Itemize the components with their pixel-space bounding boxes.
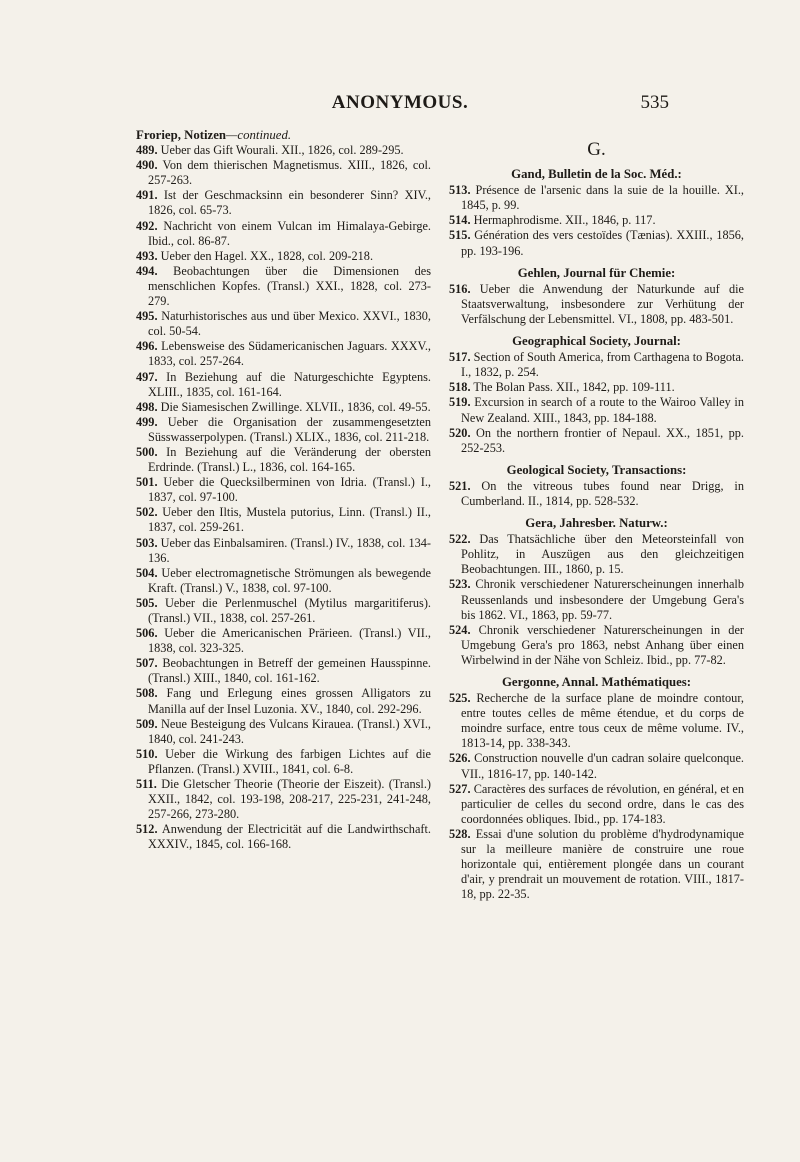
entry bbox=[136, 777, 431, 822]
entry-number: 496. bbox=[136, 339, 158, 354]
entry-number: 507. bbox=[136, 656, 158, 671]
entry bbox=[136, 536, 431, 566]
entry-text: Génération des vers cestoïdes (Tænias). XXIII., 1856, pp. 193-196. bbox=[461, 228, 744, 258]
entry-number: 502. bbox=[136, 505, 158, 520]
entry bbox=[449, 426, 744, 456]
entry bbox=[449, 827, 744, 902]
journal-heading: Gehlen, Journal für Chemie: bbox=[517, 265, 676, 280]
section-continued: —continued. bbox=[226, 128, 292, 142]
entry-number: 505. bbox=[136, 595, 158, 610]
entry-number: 506. bbox=[136, 626, 158, 641]
entry-number: 499. bbox=[136, 414, 158, 429]
entry-text: Construction nouvelle d'un cadran solaire quelconque. VII., 1816-17, pp. 140-142. bbox=[461, 751, 744, 781]
entry-number: 521. bbox=[449, 478, 471, 493]
entry-text: Caractères des surfaces de révolution, en général, et en particulier de celles du second ordre, dans le cas des coordonnées obliques. Ibid., pp. 174-183. bbox=[461, 781, 744, 826]
entry-text: Naturhistorisches aus und über Mexico. XXVI., 1830, col. 50-54. bbox=[148, 309, 431, 339]
entry-number: 489. bbox=[136, 143, 158, 158]
entry-text: Beobachtungen über die Dimensionen des menschlichen Kopfes. (Transl.) XXI., 1828, col. 273-279. bbox=[148, 263, 432, 309]
entry bbox=[136, 475, 431, 505]
entry bbox=[449, 228, 744, 258]
entry-number: 493. bbox=[136, 248, 158, 263]
entry-text: Neue Besteigung des Vulcans Kirauea. (Transl.) XVI., 1840, col. 241-243. bbox=[148, 716, 432, 746]
entry bbox=[136, 188, 431, 218]
left-column bbox=[136, 128, 431, 853]
entry-number: 524. bbox=[449, 622, 471, 637]
right-column bbox=[449, 128, 744, 902]
journal-heading: Gergonne, Annal. Mathématiques: bbox=[501, 675, 692, 689]
entry-number: 492. bbox=[136, 218, 158, 233]
entry-number: 498. bbox=[136, 399, 158, 414]
entry-number: 519. bbox=[449, 395, 471, 410]
entry-text: On the northern frontier of Nepaul. XX., 1851, pp. 252-253. bbox=[461, 425, 745, 455]
entry-text: Présence de l'arsenic dans la suie de la houille. XI., 1845, p. 99. bbox=[461, 183, 744, 213]
entry-number: 511. bbox=[136, 777, 157, 792]
entry bbox=[136, 249, 431, 264]
entry-text: Ueber die Quecksilberminen von Idria. (Transl.) I., 1837, col. 97-100. bbox=[148, 475, 431, 505]
entry bbox=[136, 505, 431, 535]
entry-text: Ueber die Perlenmuschel (Mytilus margaritiferus). (Transl.) VII., 1838, col. 257-261. bbox=[148, 595, 432, 625]
entry bbox=[136, 143, 431, 158]
entry-text: Fang und Erlegung eines grossen Alligators zu Manilla auf der Insel Luzonia. XV., 1840, col. 292-296. bbox=[148, 686, 431, 716]
entry-text: Hermaphrodisme. XII., 1846, p. 117. bbox=[473, 213, 656, 228]
entry-number: 523. bbox=[449, 577, 471, 592]
entry-number: 509. bbox=[136, 716, 158, 731]
entry bbox=[449, 183, 744, 213]
entry-text: Ueber das Gift Wourali. XII., 1826, col. 289-295. bbox=[160, 143, 404, 158]
entry bbox=[449, 751, 744, 781]
entry-text: Die Siamesischen Zwillinge. XLVII., 1836, col. 49-55. bbox=[160, 399, 431, 414]
entry bbox=[136, 822, 431, 852]
entry bbox=[136, 400, 431, 415]
entry bbox=[136, 686, 431, 716]
entry-text: Lebensweise des Südamericanischen Jaguars. XXXV., 1833, col. 257-264. bbox=[148, 339, 432, 369]
entry bbox=[449, 623, 744, 668]
entry-number: 516. bbox=[449, 281, 471, 296]
entry-text: Ueber die Anwendung der Naturkunde auf die Staatsverwaltung, insbesondere zur Verhütung der Verfälschung der Lebensmittel. VI., 1808, pp. 483-501. bbox=[461, 281, 744, 326]
entry-number: 494. bbox=[136, 263, 158, 278]
entry bbox=[449, 350, 744, 380]
entry-text: Ueber das Einbalsamiren. (Transl.) IV., 1838, col. 134-136. bbox=[148, 535, 431, 565]
entry bbox=[449, 577, 744, 622]
section-title: Froriep, Notizen bbox=[136, 128, 227, 142]
journal-groups bbox=[449, 167, 744, 902]
entry-text: The Bolan Pass. XII., 1842, pp. 109-111. bbox=[473, 380, 675, 395]
entry-number: 525. bbox=[449, 691, 471, 706]
entry bbox=[136, 158, 431, 188]
journal-heading: Gand, Bulletin de la Soc. Méd.: bbox=[511, 167, 682, 182]
entry-text: Von dem thierischen Magnetismus. XIII., 1826, col. 257-263. bbox=[148, 158, 431, 188]
section-heading bbox=[136, 128, 431, 143]
entry bbox=[449, 691, 744, 751]
entry-text: Anwendung der Electricität auf die Landwirthschaft. XXXIV., 1845, col. 166-168. bbox=[148, 822, 431, 852]
entry-text: Ueber die Organisation der zusammengesetzten Süsswasserpolypen. (Transl.) XLIX., 1836, col. 211-218. bbox=[148, 414, 431, 444]
entry-list bbox=[136, 143, 431, 852]
entry-number: 503. bbox=[136, 535, 158, 550]
entry-text: Ueber die Wirkung des farbigen Lichtes auf die Pflanzen. (Transl.) XVIII., 1841, col. 6-8. bbox=[148, 746, 431, 776]
entry bbox=[136, 264, 431, 309]
entry bbox=[449, 782, 744, 827]
entry-number: 527. bbox=[449, 781, 471, 796]
entry-text: Ist der Geschmacksinn ein besonderer Sinn? XIV., 1826, col. 65-73. bbox=[148, 188, 432, 218]
entry-number: 528. bbox=[449, 826, 471, 841]
entry-number: 497. bbox=[136, 369, 158, 384]
entry-number: 513. bbox=[449, 183, 471, 198]
entry-text: Section of South America, from Carthagena to Bogota. I., 1832, p. 254. bbox=[461, 350, 744, 380]
letter-heading: G. bbox=[587, 139, 606, 160]
entry-text: Ueber den Iltis, Mustela putorius, Linn. (Transl.) II., 1837, col. 259-261. bbox=[148, 505, 431, 535]
entry bbox=[136, 370, 431, 400]
entry-text: Die Gletscher Theorie (Theorie der Eiszeit). (Transl.) XXII., 1842, col. 193-198, 208-217, 225-231, 241-248, 257-266, 273-280. bbox=[148, 777, 431, 822]
entry bbox=[136, 309, 431, 339]
entry-text: Recherche de la surface plane de moindre contour, entre toutes celles de même étendue, et du corps de moindre surface, entre tous ceux de même volume. IV., 1813-14, pp. 338-343. bbox=[461, 691, 744, 751]
entry-number: 515. bbox=[449, 228, 471, 243]
entry bbox=[449, 213, 744, 228]
entry-text: Ueber den Hagel. XX., 1828, col. 209-218. bbox=[160, 248, 374, 263]
entry bbox=[136, 747, 431, 777]
entry-number: 501. bbox=[136, 475, 158, 490]
page-number: 535 bbox=[640, 92, 669, 113]
entry bbox=[136, 566, 431, 596]
entry-number: 491. bbox=[136, 188, 158, 203]
entry bbox=[449, 282, 744, 327]
entry-number: 510. bbox=[136, 746, 158, 761]
entry-number: 520. bbox=[449, 425, 471, 440]
entry-number: 504. bbox=[136, 565, 158, 580]
entry-text: Essai d'une solution du problème d'hydrodynamique sur la meilleure manière de construire une roue horizontale qui, entièrement plongée dans un courant d'air, y prendrait un mouvement de rotation. VIII., 1817-18, pp. 22-35. bbox=[461, 826, 744, 902]
entry bbox=[136, 596, 431, 626]
entry-number: 518. bbox=[449, 380, 471, 395]
entry bbox=[136, 339, 431, 369]
journal-heading: Geological Society, Transactions: bbox=[506, 462, 687, 477]
journal-heading: Gera, Jahresber. Naturw.: bbox=[525, 516, 668, 531]
entry-text: In Beziehung auf die Veränderung der obersten Erdrinde. (Transl.) L., 1836, col. 164-165. bbox=[148, 444, 432, 475]
entry-text: On the vitreous tubes found near Drigg, in Cumberland. II., 1814, pp. 528-532. bbox=[461, 478, 745, 508]
journal-heading: Geographical Society, Journal: bbox=[512, 334, 681, 349]
entry bbox=[136, 626, 431, 656]
page-title: ANONYMOUS. bbox=[331, 92, 469, 113]
page-header bbox=[0, 92, 800, 116]
entry-text: In Beziehung auf die Naturgeschichte Egyptens. XLIII., 1835, col. 161-164. bbox=[148, 369, 432, 399]
entry-text: Nachricht von einem Vulcan im Himalaya-Gebirge. Ibid., col. 86-87. bbox=[148, 218, 431, 248]
entry-number: 490. bbox=[136, 158, 158, 173]
entry-number: 522. bbox=[449, 532, 471, 547]
entry-text: Das Thatsächliche über den Meteorsteinfall von Pohlitz, in Auszügen aus den gleichzeitigen Beobachtungen. III., 1860, p. 15. bbox=[461, 532, 744, 577]
entry-text: Chronik verschiedener Naturerscheinungen innerhalb Reussenlands und insbesondere der Umgebung Gera's bis 1862. VI., 1863, pp. 59-77. bbox=[461, 577, 744, 622]
entry-number: 514. bbox=[449, 213, 471, 228]
entry-text: Ueber electromagnetische Strömungen als bewegende Kraft. (Transl.) V., 1838, col. 97-100. bbox=[148, 565, 431, 595]
entry bbox=[136, 415, 431, 445]
entry bbox=[449, 395, 744, 425]
entry bbox=[449, 380, 744, 395]
entry-number: 495. bbox=[136, 309, 158, 324]
entry-text: Chronik verschiedener Naturerscheinungen in der Umgebung Gera's pro 1863, nebst Anhang über einen Wirbelwind in der Nähe von Schleiz. Ibid., pp. 77-82. bbox=[461, 622, 744, 667]
entry bbox=[136, 445, 431, 475]
entry-text: Excursion in search of a route to the Wairoo Valley in New Zealand. XIII., 1843, pp. 184-188. bbox=[461, 395, 744, 425]
entry-text: Ueber die Americanischen Prärieen. (Transl.) VII., 1838, col. 323-325. bbox=[148, 626, 431, 656]
entry bbox=[136, 717, 431, 747]
entry-text: Beobachtungen in Betreff der gemeinen Hausspinne. (Transl.) XIII., 1840, col. 161-162. bbox=[148, 656, 431, 686]
entry-number: 517. bbox=[449, 350, 471, 365]
entry bbox=[136, 219, 431, 249]
entry-number: 512. bbox=[136, 822, 158, 837]
entry bbox=[136, 656, 431, 686]
entry bbox=[449, 479, 744, 509]
entry-number: 500. bbox=[136, 444, 158, 459]
entry bbox=[449, 532, 744, 577]
entry-number: 508. bbox=[136, 686, 158, 701]
entry-number: 526. bbox=[449, 751, 471, 766]
